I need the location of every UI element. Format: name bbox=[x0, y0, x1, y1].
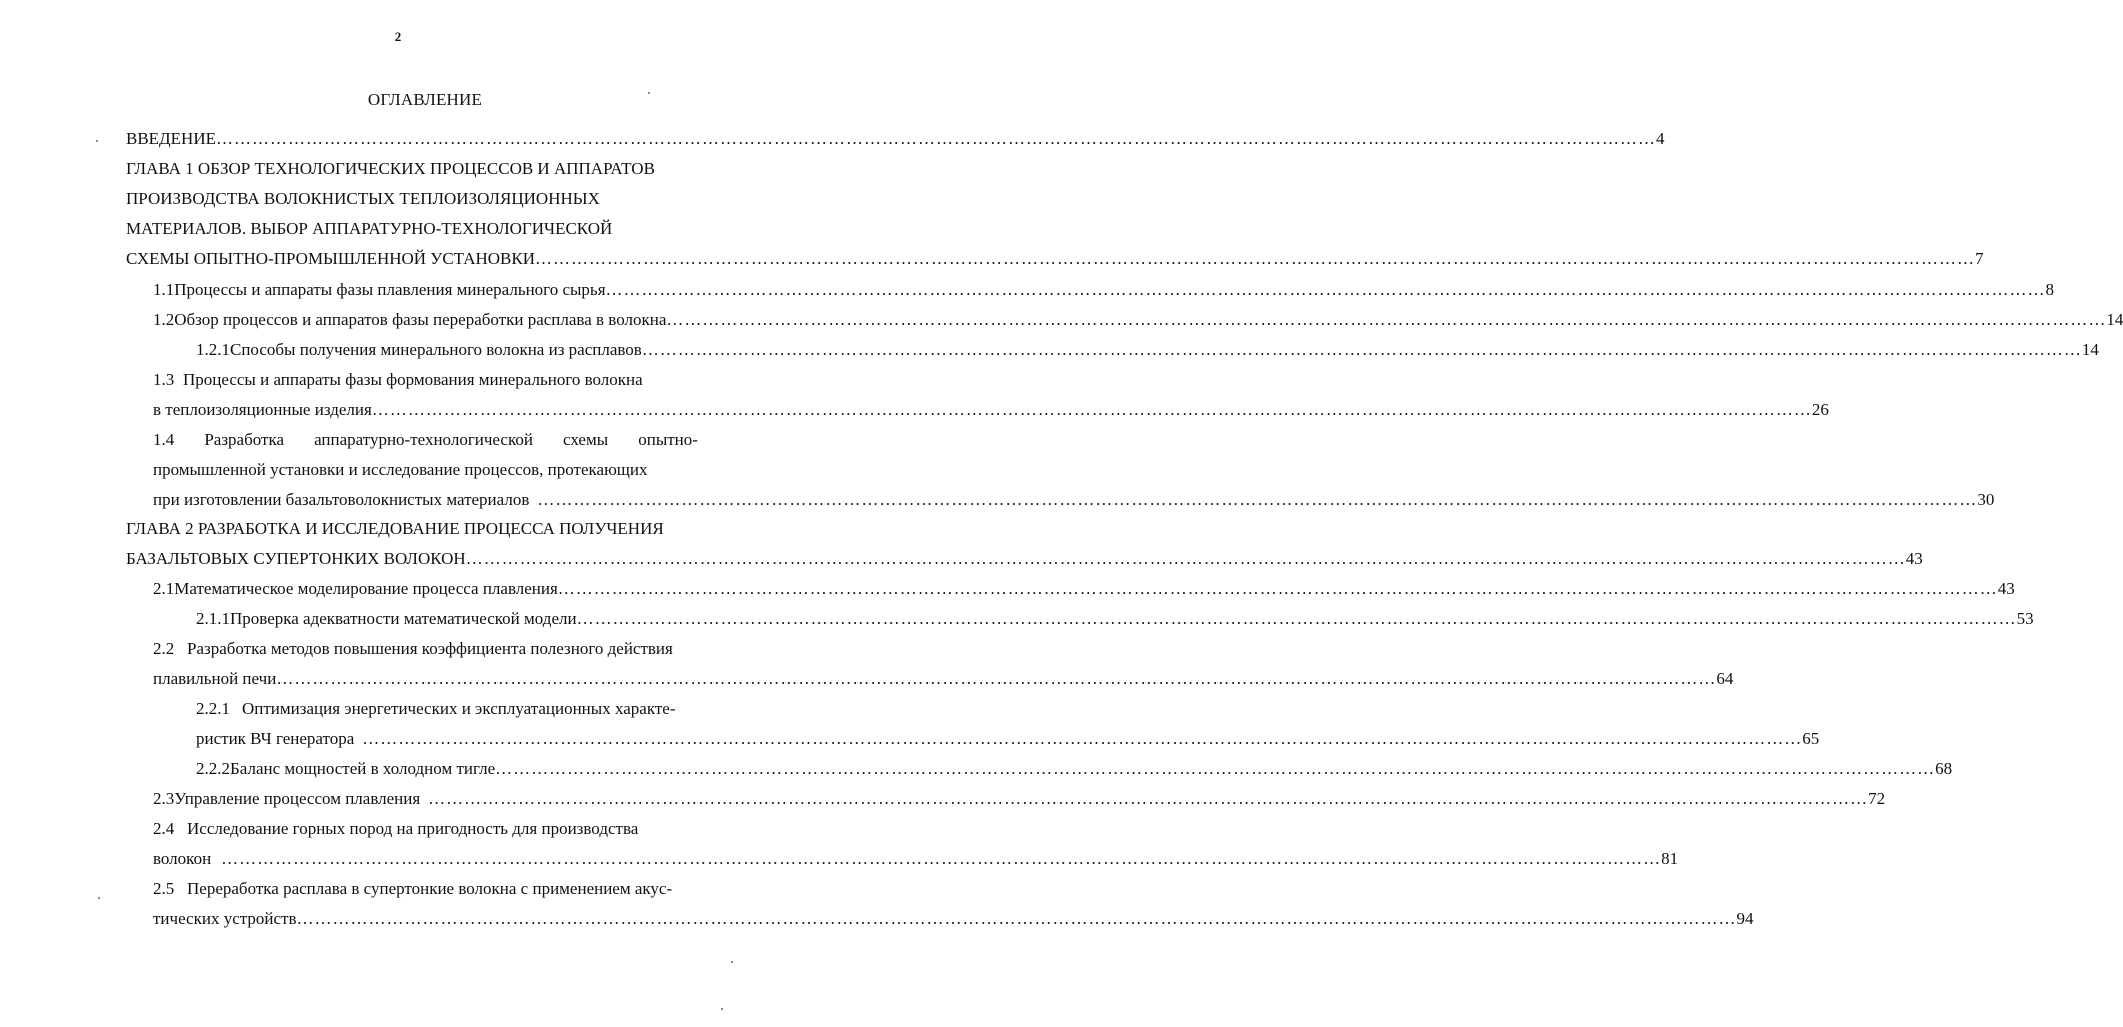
entry-text: Разработка методов повышения коэффициента полезного действия bbox=[187, 639, 673, 658]
leader-dots: …………………………………………………………………………………………………………………………………………………………………………………………………………………… bbox=[371, 400, 1812, 419]
entry-number: 1.4 bbox=[153, 430, 175, 449]
toc-entry-ch1-line4 bbox=[126, 248, 1984, 270]
leader-dots: …………………………………………………………………………………………………………………………………………………………………………………………………………………… bbox=[276, 669, 1717, 688]
entry-page: 72 bbox=[1868, 789, 1886, 808]
entry-page: 26 bbox=[1811, 400, 1829, 419]
toc-entry-2-4-line1 bbox=[153, 818, 638, 840]
entry-text: Процессы и аппараты фазы формования минерального волокна bbox=[183, 370, 643, 389]
toc-entry-1-2-1 bbox=[196, 339, 2099, 361]
scan-speck bbox=[731, 961, 733, 963]
scan-speck bbox=[96, 140, 98, 142]
toc-entry-ch1-line2: ПРОИЗВОДСТВА ВОЛОКНИСТЫХ ТЕПЛОИЗОЛЯЦИОННЫХ bbox=[126, 189, 600, 208]
entry-text: Проверка адекватности математической модели bbox=[230, 609, 577, 628]
leader-dots: …………………………………………………………………………………………………………………………………………………………………………………………………………………… bbox=[557, 579, 1998, 598]
entry-page: 68 bbox=[1935, 759, 1953, 778]
leader-dots: …………………………………………………………………………………………………………………………………………………………………………………………………………………… bbox=[495, 759, 1936, 778]
entry-text: Способы получения минерального волокна из расплавов bbox=[230, 340, 642, 359]
entry-number: 2.3 bbox=[153, 789, 175, 808]
entry-text: Переработка расплава в супертонкие волокна с применением акус- bbox=[187, 879, 673, 898]
entry-text: СХЕМЫ ОПЫТНО-ПРОМЫШЛЕННОЙ УСТАНОВКИ bbox=[126, 249, 536, 268]
toc-entry-2-1-1 bbox=[196, 608, 2034, 630]
toc-entry-2-2-1-line1 bbox=[196, 698, 675, 720]
leader-dots: …………………………………………………………………………………………………………………………………………………………………………………………………………………… bbox=[641, 340, 2082, 359]
toc-entry-ch1-line3: МАТЕРИАЛОВ. ВЫБОР АППАРАТУРНО-ТЕХНОЛОГИЧЕСКОЙ bbox=[126, 219, 613, 238]
entry-page: 7 bbox=[1975, 249, 1984, 268]
toc-entry-2-2-2 bbox=[196, 758, 1953, 780]
entry-text: Обзор процессов и аппаратов фазы переработки расплава в волокна bbox=[174, 310, 667, 329]
entry-page: 8 bbox=[2045, 280, 2055, 299]
leader-dots: …………………………………………………………………………………………………………………………………………………………………………………………………………………… bbox=[605, 280, 2046, 299]
entry-page: 64 bbox=[1716, 669, 1734, 688]
toc-entry-2-2-line1 bbox=[153, 638, 673, 660]
entry-page: 53 bbox=[2016, 609, 2034, 628]
entry-text: волокон bbox=[153, 849, 212, 868]
scan-speck bbox=[648, 92, 650, 94]
entry-text: Баланс мощностей в холодном тигле bbox=[230, 759, 496, 778]
toc-entry-intro bbox=[126, 128, 1665, 150]
entry-text: БАЗАЛЬТОВЫХ СУПЕРТОНКИХ ВОЛОКОН bbox=[126, 549, 466, 568]
entry-number: 1.1 bbox=[153, 280, 175, 299]
entry-text: Оптимизация энергетических и эксплуатационных характе- bbox=[242, 699, 676, 718]
entry-word: схемы bbox=[563, 430, 609, 449]
toc-entry-1-4-line2: промышленной установки и исследование процессов, протекающих bbox=[153, 460, 648, 479]
toc-entry-1-3-line2 bbox=[153, 399, 1829, 421]
toc-entry-1-3-line1 bbox=[153, 369, 643, 391]
scan-speck bbox=[98, 897, 100, 899]
entry-text: в теплоизоляционные изделия bbox=[153, 400, 372, 419]
entry-text: Процессы и аппараты фазы плавления минерального сырья bbox=[174, 280, 606, 299]
entry-page: 14 bbox=[2106, 310, 2123, 329]
toc-entry-2-2-1-line2 bbox=[196, 728, 1820, 750]
toc-entry-2-5-line1 bbox=[153, 878, 672, 900]
toc-entry-2-4-line2 bbox=[153, 848, 1679, 870]
toc-entry-2-5-line2 bbox=[153, 908, 1754, 930]
entry-number: 1.2.1 bbox=[196, 340, 230, 359]
toc-entry-1-4-line3 bbox=[153, 489, 1995, 511]
entry-number: 1.2 bbox=[153, 310, 175, 329]
toc-entry-ch2-line1: ГЛАВА 2 РАЗРАБОТКА И ИССЛЕДОВАНИЕ ПРОЦЕССА ПОЛУЧЕНИЯ bbox=[126, 519, 664, 538]
toc-entry-2-1 bbox=[153, 578, 2015, 600]
entry-text: Исследование горных пород на пригодность для производства bbox=[187, 819, 639, 838]
entry-page: 4 bbox=[1655, 129, 1665, 148]
leader-dots: …………………………………………………………………………………………………………………………………………………………………………………………………………………… bbox=[296, 909, 1737, 928]
entry-page: 81 bbox=[1661, 849, 1679, 868]
entry-page: 14 bbox=[2081, 340, 2099, 359]
entry-number: 2.1.1 bbox=[196, 609, 230, 628]
entry-text: Математическое моделирование процесса плавления bbox=[174, 579, 558, 598]
entry-number: 2.2 bbox=[153, 639, 175, 658]
entry-number: 2.5 bbox=[153, 879, 175, 898]
entry-page: 43 bbox=[1997, 579, 2015, 598]
toc-entry-ch2-line2 bbox=[126, 548, 1923, 570]
leader-dots: …………………………………………………………………………………………………………………………………………………………………………………………………………………… bbox=[215, 129, 1656, 148]
entry-page: 94 bbox=[1736, 909, 1754, 928]
leader-dots: …………………………………………………………………………………………………………………………………………………………………………………………………………………… bbox=[535, 249, 1976, 268]
leader-dots: …………………………………………………………………………………………………………………………………………………………………………………………………………………… bbox=[362, 729, 1803, 748]
leader-dots: …………………………………………………………………………………………………………………………………………………………………………………………………………………… bbox=[537, 490, 1978, 509]
entry-text: плавильной печи bbox=[153, 669, 277, 688]
toc-entry-2-2-line2 bbox=[153, 668, 1734, 690]
entry-number: 2.2.1 bbox=[196, 699, 230, 718]
entry-page: 65 bbox=[1802, 729, 1820, 748]
entry-text: тических устройств bbox=[153, 909, 297, 928]
toc-entry-1-2 bbox=[153, 309, 2123, 331]
entry-word: аппаратурно-технологической bbox=[314, 430, 533, 449]
entry-text: ВВЕДЕНИЕ bbox=[126, 129, 216, 148]
leader-dots: …………………………………………………………………………………………………………………………………………………………………………………………………………………… bbox=[221, 849, 1662, 868]
entry-page: 43 bbox=[1905, 549, 1923, 568]
leader-dots: …………………………………………………………………………………………………………………………………………………………………………………………………………………… bbox=[465, 549, 1906, 568]
scan-speck bbox=[721, 1008, 723, 1010]
entry-number: 2.4 bbox=[153, 819, 175, 838]
entry-number: 2.2.2 bbox=[196, 759, 230, 778]
leader-dots: …………………………………………………………………………………………………………………………………………………………………………………………………………………… bbox=[428, 789, 1869, 808]
toc-title: ОГЛАВЛЕНИЕ bbox=[367, 90, 483, 109]
entry-page: 30 bbox=[1977, 490, 1995, 509]
leader-dots: …………………………………………………………………………………………………………………………………………………………………………………………………………………… bbox=[666, 310, 2107, 329]
entry-word: Разработка bbox=[204, 430, 284, 449]
entry-text: при изготовлении базальтоволокнистых материалов bbox=[153, 490, 530, 509]
toc-entry-1-4-line1 bbox=[153, 429, 698, 451]
entry-text: Управление процессом плавления bbox=[174, 789, 421, 808]
entry-number: 1.3 bbox=[153, 370, 175, 389]
toc-entry-2-3 bbox=[153, 788, 1886, 810]
entry-word: опытно- bbox=[638, 430, 698, 449]
entry-number: 2.1 bbox=[153, 579, 175, 598]
page-number: 2 bbox=[394, 29, 402, 44]
toc-entry-1-1 bbox=[153, 279, 2055, 301]
toc-entry-ch1-line1: ГЛАВА 1 ОБЗОР ТЕХНОЛОГИЧЕСКИХ ПРОЦЕССОВ И АППАРАТОВ bbox=[126, 159, 655, 178]
entry-text: ристик ВЧ генератора bbox=[196, 729, 355, 748]
leader-dots: …………………………………………………………………………………………………………………………………………………………………………………………………………………… bbox=[576, 609, 2017, 628]
